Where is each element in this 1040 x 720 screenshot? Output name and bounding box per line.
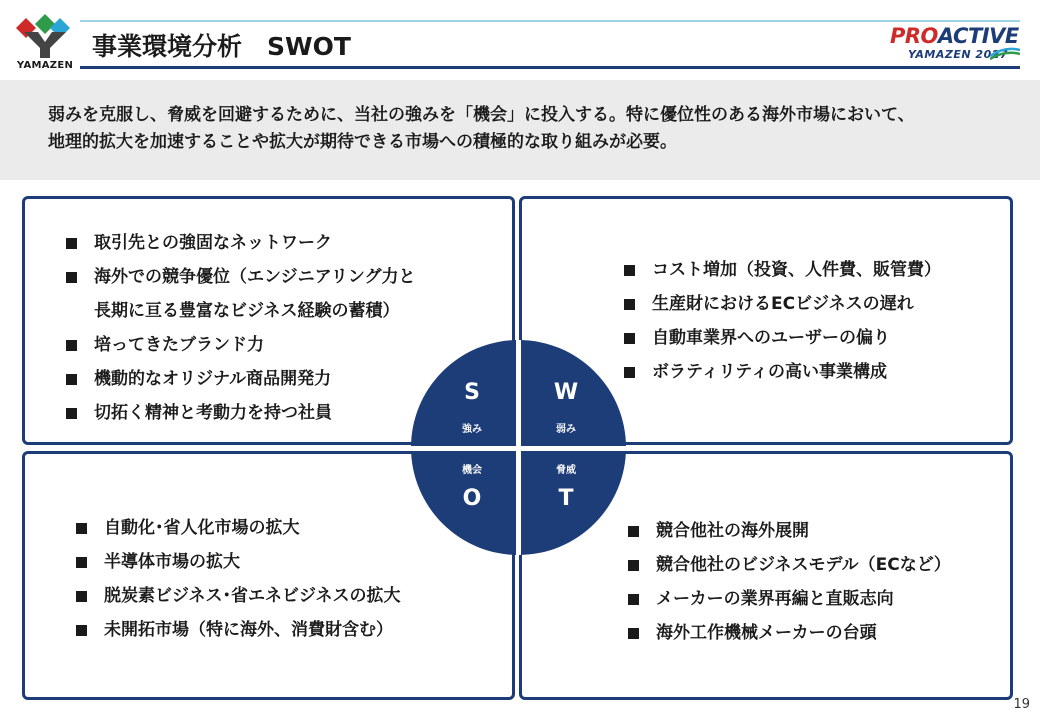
summary-band bbox=[0, 80, 1040, 180]
title-underline bbox=[80, 66, 1020, 69]
proactive-brand-logo bbox=[886, 24, 1026, 66]
brand-swoosh-icon bbox=[990, 46, 1020, 60]
logo-text: YAMAZEN bbox=[16, 60, 74, 71]
page-number: 19 bbox=[1013, 697, 1030, 712]
list-item: コスト増加（投資、人件費、販管費） bbox=[622, 253, 1002, 287]
list-item: 取引先との強固なネットワーク bbox=[64, 226, 484, 260]
threats-label: 脅威 bbox=[556, 465, 576, 476]
list-item: 自動化･省人化市場の拡大 bbox=[74, 511, 494, 545]
list-item: 脱炭素ビジネス･省エネビジネスの拡大 bbox=[74, 579, 494, 613]
list-item: 自動車業界へのユーザーの偏り bbox=[622, 321, 1002, 355]
list-item: 競合他社の海外展開 bbox=[626, 514, 1006, 548]
brand-word-part2: ACTIVE bbox=[937, 24, 1019, 48]
circle-divider-horizontal bbox=[411, 446, 626, 451]
page-title: 事業環境分析 SWOT bbox=[92, 32, 351, 61]
header-top-line bbox=[80, 20, 1020, 22]
weaknesses-list bbox=[622, 253, 1002, 389]
list-item: 培ってきたブランド力 bbox=[64, 328, 484, 362]
strengths-label: 強み bbox=[462, 424, 482, 435]
opportunities-list bbox=[74, 511, 494, 647]
yamazen-logo bbox=[16, 14, 74, 76]
brand-word-part1: PRO bbox=[890, 24, 938, 48]
list-item-continuation: 長期に亘る豊富なビジネス経験の蓄積） bbox=[94, 301, 400, 321]
list-item: 機動的なオリジナル商品開発力 bbox=[64, 362, 484, 396]
summary-line-1: 弱みを克服し、脅威を回避するために、当社の強みを「機会」に投入する。特に優位性のある海外市場において、 bbox=[48, 105, 915, 125]
opportunities-label: 機会 bbox=[462, 465, 482, 476]
yamazen-logo-icon bbox=[16, 14, 74, 60]
weaknesses-letter: W bbox=[553, 380, 579, 405]
threats-letter: T bbox=[558, 486, 574, 511]
weaknesses-label: 弱み bbox=[556, 424, 576, 435]
list-item: 海外工作機械メーカーの台頭 bbox=[626, 616, 1006, 650]
list-item: 競合他社のビジネスモデル（ECなど） bbox=[626, 548, 1006, 582]
summary-text bbox=[48, 102, 1018, 156]
list-item: 生産財におけるECビジネスの遅れ bbox=[622, 287, 1002, 321]
summary-line-2: 地理的拡大を加速することや拡大が期待できる市場への積極的な取り組みが必要。 bbox=[48, 132, 677, 152]
list-item: 海外での競争優位（エンジニアリング力と bbox=[64, 260, 484, 294]
list-item: 切拓く精神と考動力を持つ社員 bbox=[64, 396, 484, 430]
brand-word bbox=[890, 24, 1019, 48]
list-item: 未開拓市場（特に海外、消費財含む） bbox=[74, 613, 494, 647]
list-item: 半導体市場の拡大 bbox=[74, 545, 494, 579]
swot-center-circle bbox=[411, 340, 626, 555]
list-item: メーカーの業界再編と直販志向 bbox=[626, 582, 1006, 616]
threats-list bbox=[626, 514, 1006, 650]
strengths-letter: S bbox=[464, 380, 480, 405]
list-item: ボラティリティの高い事業構成 bbox=[622, 355, 1002, 389]
brand-subtitle: YAMAZEN 2027 bbox=[908, 48, 1009, 61]
opportunities-letter: O bbox=[462, 486, 482, 511]
